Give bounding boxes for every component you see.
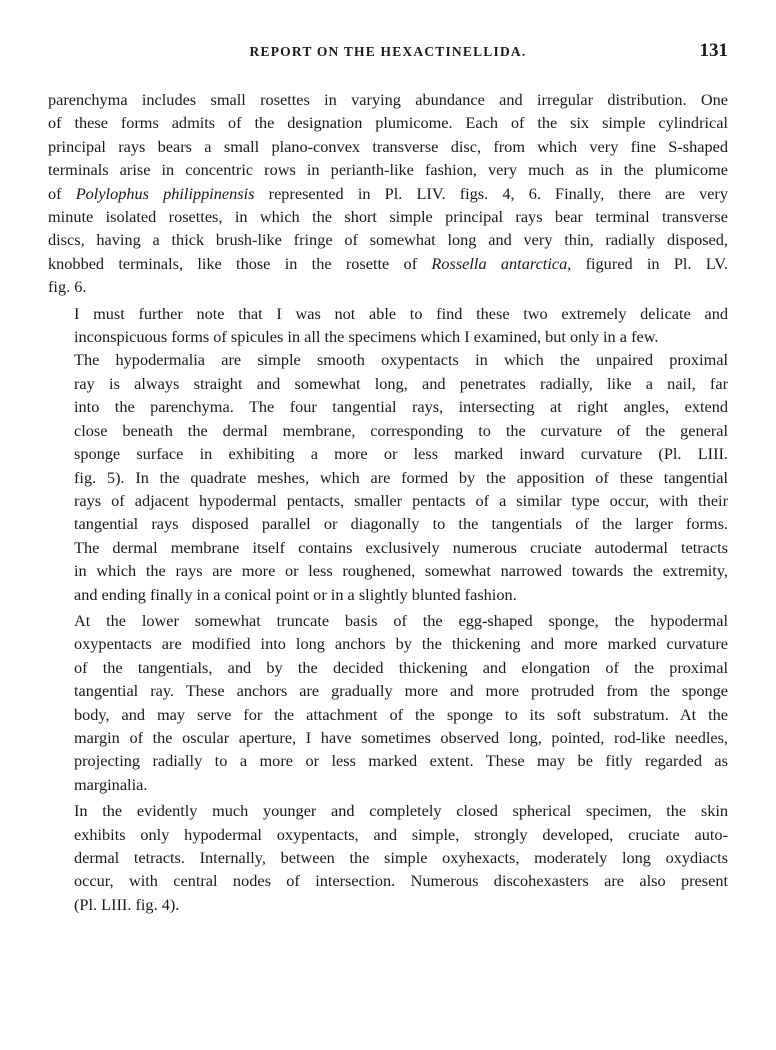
text-line: inconspicuous forms of spicules in all the specimens which I examined, but only in a few. (74, 327, 659, 347)
paragraph (48, 302, 728, 349)
text-line: dermal tetracts. Internally, between the simple oxyhexacts, moderately long oxydiacts (74, 848, 728, 867)
text-line: tangential rays disposed parallel or diagonally to the tangentials of the larger forms. (74, 514, 728, 534)
text-line: I must further note that I was not able to find these two extremely delicate and (74, 303, 728, 323)
text-line: minute isolated rosettes, in which the short simple principal rays bear terminal transverse (48, 207, 728, 227)
text-line: The hypodermalia are simple smooth oxypentacts in which the unpaired proximal (74, 350, 728, 370)
text-line: close beneath the dermal membrane, corresponding to the curvature of the general (74, 420, 728, 440)
text-line: margin of the oscular aperture, I have sometimes observed long, pointed, rod-like needles, (74, 727, 728, 747)
text-line: body, and may serve for the attachment of the sponge to its soft substratum. At the (74, 704, 728, 724)
text-line: discs, having a thick brush-like fringe of somewhat long and very thin, radially disposed, (48, 230, 728, 250)
text-line: ray is always straight and somewhat long, and penetrates radially, like a nail, far (74, 373, 728, 393)
text-line: of Polylophus philippinensis represented in Pl. LIV. figs. 4, 6. Finally, there are very (48, 183, 728, 203)
paragraph (48, 88, 728, 299)
text-line: sponge surface in exhibiting a more or less marked inward curvature (Pl. LIII. (74, 444, 728, 464)
document-page (48, 40, 728, 916)
text-line: fig. 6. (48, 277, 87, 297)
text-line: marginalia. (74, 774, 148, 794)
text-line: occur, with central nodes of intersection. Numerous discohexasters are also present (74, 871, 728, 891)
text-line: and ending finally in a conical point or in a slightly blunted fashion. (74, 584, 517, 604)
text-line: terminals arise in concentric rows in perianth-like fashion, very much as in the plumicome (48, 160, 728, 180)
text-line: At the lower somewhat truncate basis of the egg-shaped sponge, the hypodermal (74, 610, 728, 630)
body-text (48, 88, 728, 916)
running-title: REPORT ON THE HEXACTINELLIDA. (249, 44, 527, 59)
paragraph (48, 799, 728, 916)
text-line: exhibits only hypodermal oxypentacts, and simple, strongly developed, cruciate auto- (74, 824, 728, 844)
italic-species-name: Rossella antarctica (431, 253, 568, 273)
text-line: in which the rays are more or less roughened, somewhat narrowed towards the extremity, (74, 561, 728, 581)
paragraph (48, 609, 728, 796)
text-line: The dermal membrane itself contains exclusively numerous cruciate autodermal tetracts (74, 537, 728, 557)
text-line: In the evidently much younger and completely closed spherical specimen, the skin (74, 801, 728, 821)
text-line: knobbed terminals, like those in the rosette of Rossella antarctica, figured in Pl. LV. (48, 253, 728, 273)
text-line: fig. 5). In the quadrate meshes, which are formed by the apposition of these tangential (74, 467, 728, 487)
text-line: (Pl. LIII. fig. 4). (74, 894, 180, 914)
text-line: rays of adjacent hypodermal pentacts, smaller pentacts of a similar type occur, with their (74, 490, 728, 510)
running-header (48, 40, 728, 68)
text-line: parenchyma includes small rosettes in varying abundance and irregular distribution. One (48, 90, 728, 109)
page-number: 131 (699, 40, 728, 61)
paragraph (48, 348, 728, 605)
text-line: of these forms admits of the designation plumicome. Each of the six simple cylindrical (48, 113, 728, 133)
text-line: projecting radially to a more or less marked extent. These may be fitly regarded as (74, 751, 728, 771)
text-line: tangential ray. These anchors are gradually more and more protruded from the sponge (74, 681, 728, 701)
italic-species-name: Polylophus philippinensis (75, 183, 255, 203)
text-line: into the parenchyma. The four tangential rays, intersecting at right angles, extend (74, 397, 728, 417)
text-line: of the tangentials, and by the decided thickening and elongation of the proximal (74, 657, 728, 677)
text-line: principal rays bears a small plano-convex transverse disc, from which very fine S-shaped (48, 136, 728, 156)
text-line: oxypentacts are modified into long anchors by the thickening and more marked curvature (74, 634, 728, 654)
